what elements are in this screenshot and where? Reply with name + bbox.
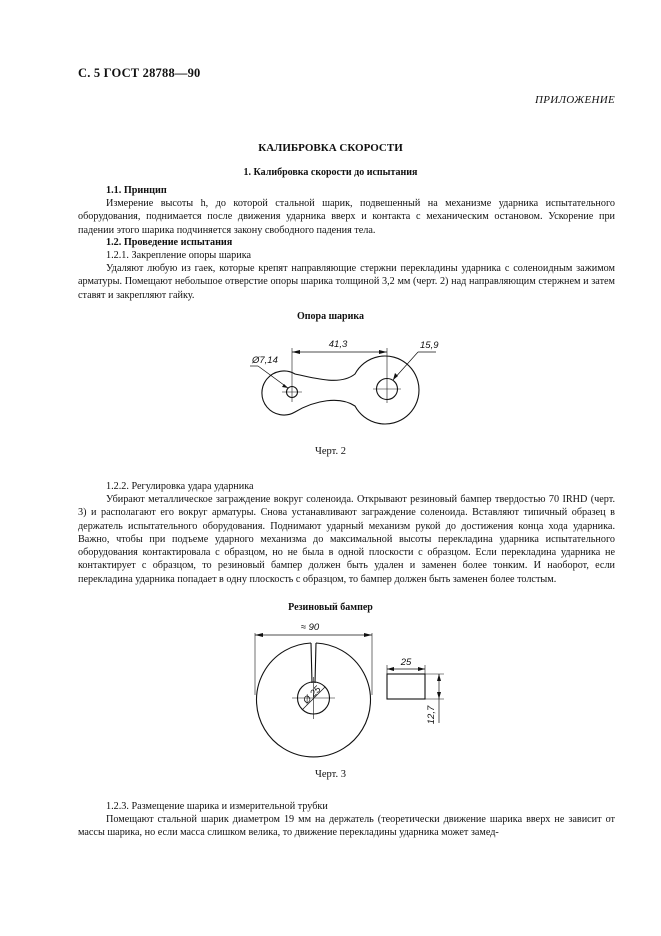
rubber-bumper-drawing — [230, 615, 455, 765]
ball-support-drawing — [230, 326, 450, 441]
figure-3-title: Резиновый бампер — [288, 602, 373, 613]
dim-outer-diameter-label: ≈ 90 — [300, 622, 320, 633]
paragraph-1-2-2: Убирают металлическое заграждение вокруг соленоида. Открывают резиновый бампер твердостью 70 IRHD (черт. 3) и располагают его вокруг арматуры. Снова устанавливают заграждение соленоида. Вставляют типичный образец в держатель испытательного оборудования. Поднимают ударный механизм рукой до достижения конца хода ударника. Важно, чтобы при подъеме ударного механизма до максимальной высоты перекладина ударника испытательного оборудования контактировала с образцом, но не была в одной плоскости с образцом. Если перекладина ударника не контактирует с образцом, то резиновый бампер должен быть удален и заменен более тонким. И наоборот, если перекладина ударника попадает в одну плоскость с образцом, то бампер должен быть заменен более толстым. — [78, 494, 615, 585]
paragraph-1-1: Измерение высоты h, до которой стальной шарик, подвешенный на механизме ударника испытательного оборудования, поднимается после движения ударника вверх и контакта с механическим остановом. Ускорение при падении этого шарика подчиняется закону свободного падения тела. — [78, 198, 615, 236]
figure-2-title: Опора шарика — [297, 311, 364, 322]
appendix-label: ПРИЛОЖЕНИЕ — [535, 94, 615, 106]
paragraph-1-2-3: Помещают стальной шарик диаметром 19 мм на держатель (теоретически движение шарика вверх не зависит от массы шарика, но если масса слишком велика, то движение перекладины ударника может замед- — [78, 814, 615, 839]
heading-1-2-1: 1.2.1. Закрепление опоры шарика — [106, 250, 252, 261]
figure-3-caption: Черт. 3 — [315, 769, 346, 780]
heading-1-2-2: 1.2.2. Регулировка удара ударника — [106, 481, 254, 492]
dim-large-hole-label: 15,9 — [420, 340, 439, 351]
paragraph-1-2-1: Удаляют любую из гаек, которые крепят направляющие стержни перекладины ударника с соленоидным зажимом арматуры. Помещают небольшое отверстие опоры шарика толщиной 3,2 мм (черт. 2) над направляющим стержнем и затем ставят и закрепляют гайку. — [78, 263, 615, 301]
dim-inner-diameter-label: Ø 25 — [301, 684, 324, 707]
document-title: КАЛИБРОВКА СКОРОСТИ — [258, 142, 403, 154]
heading-1-2: 1.2. Проведение испытания — [106, 237, 233, 248]
heading-1-2-3: 1.2.3. Размещение шарика и измерительной трубки — [106, 801, 328, 812]
dim-width-label: 25 — [400, 657, 412, 668]
dim-length-label: 41,3 — [328, 339, 348, 350]
dim-thickness-label: 12,7 — [426, 705, 437, 725]
heading-1-1: 1.1. Принцип — [106, 185, 167, 196]
dim-small-hole-label: Ø7,14 — [252, 355, 278, 366]
page-header: С. 5 ГОСТ 28788—90 — [78, 66, 201, 80]
figure-2-caption: Черт. 2 — [315, 446, 346, 457]
section-heading-1: 1. Калибровка скорости до испытания — [243, 167, 418, 178]
